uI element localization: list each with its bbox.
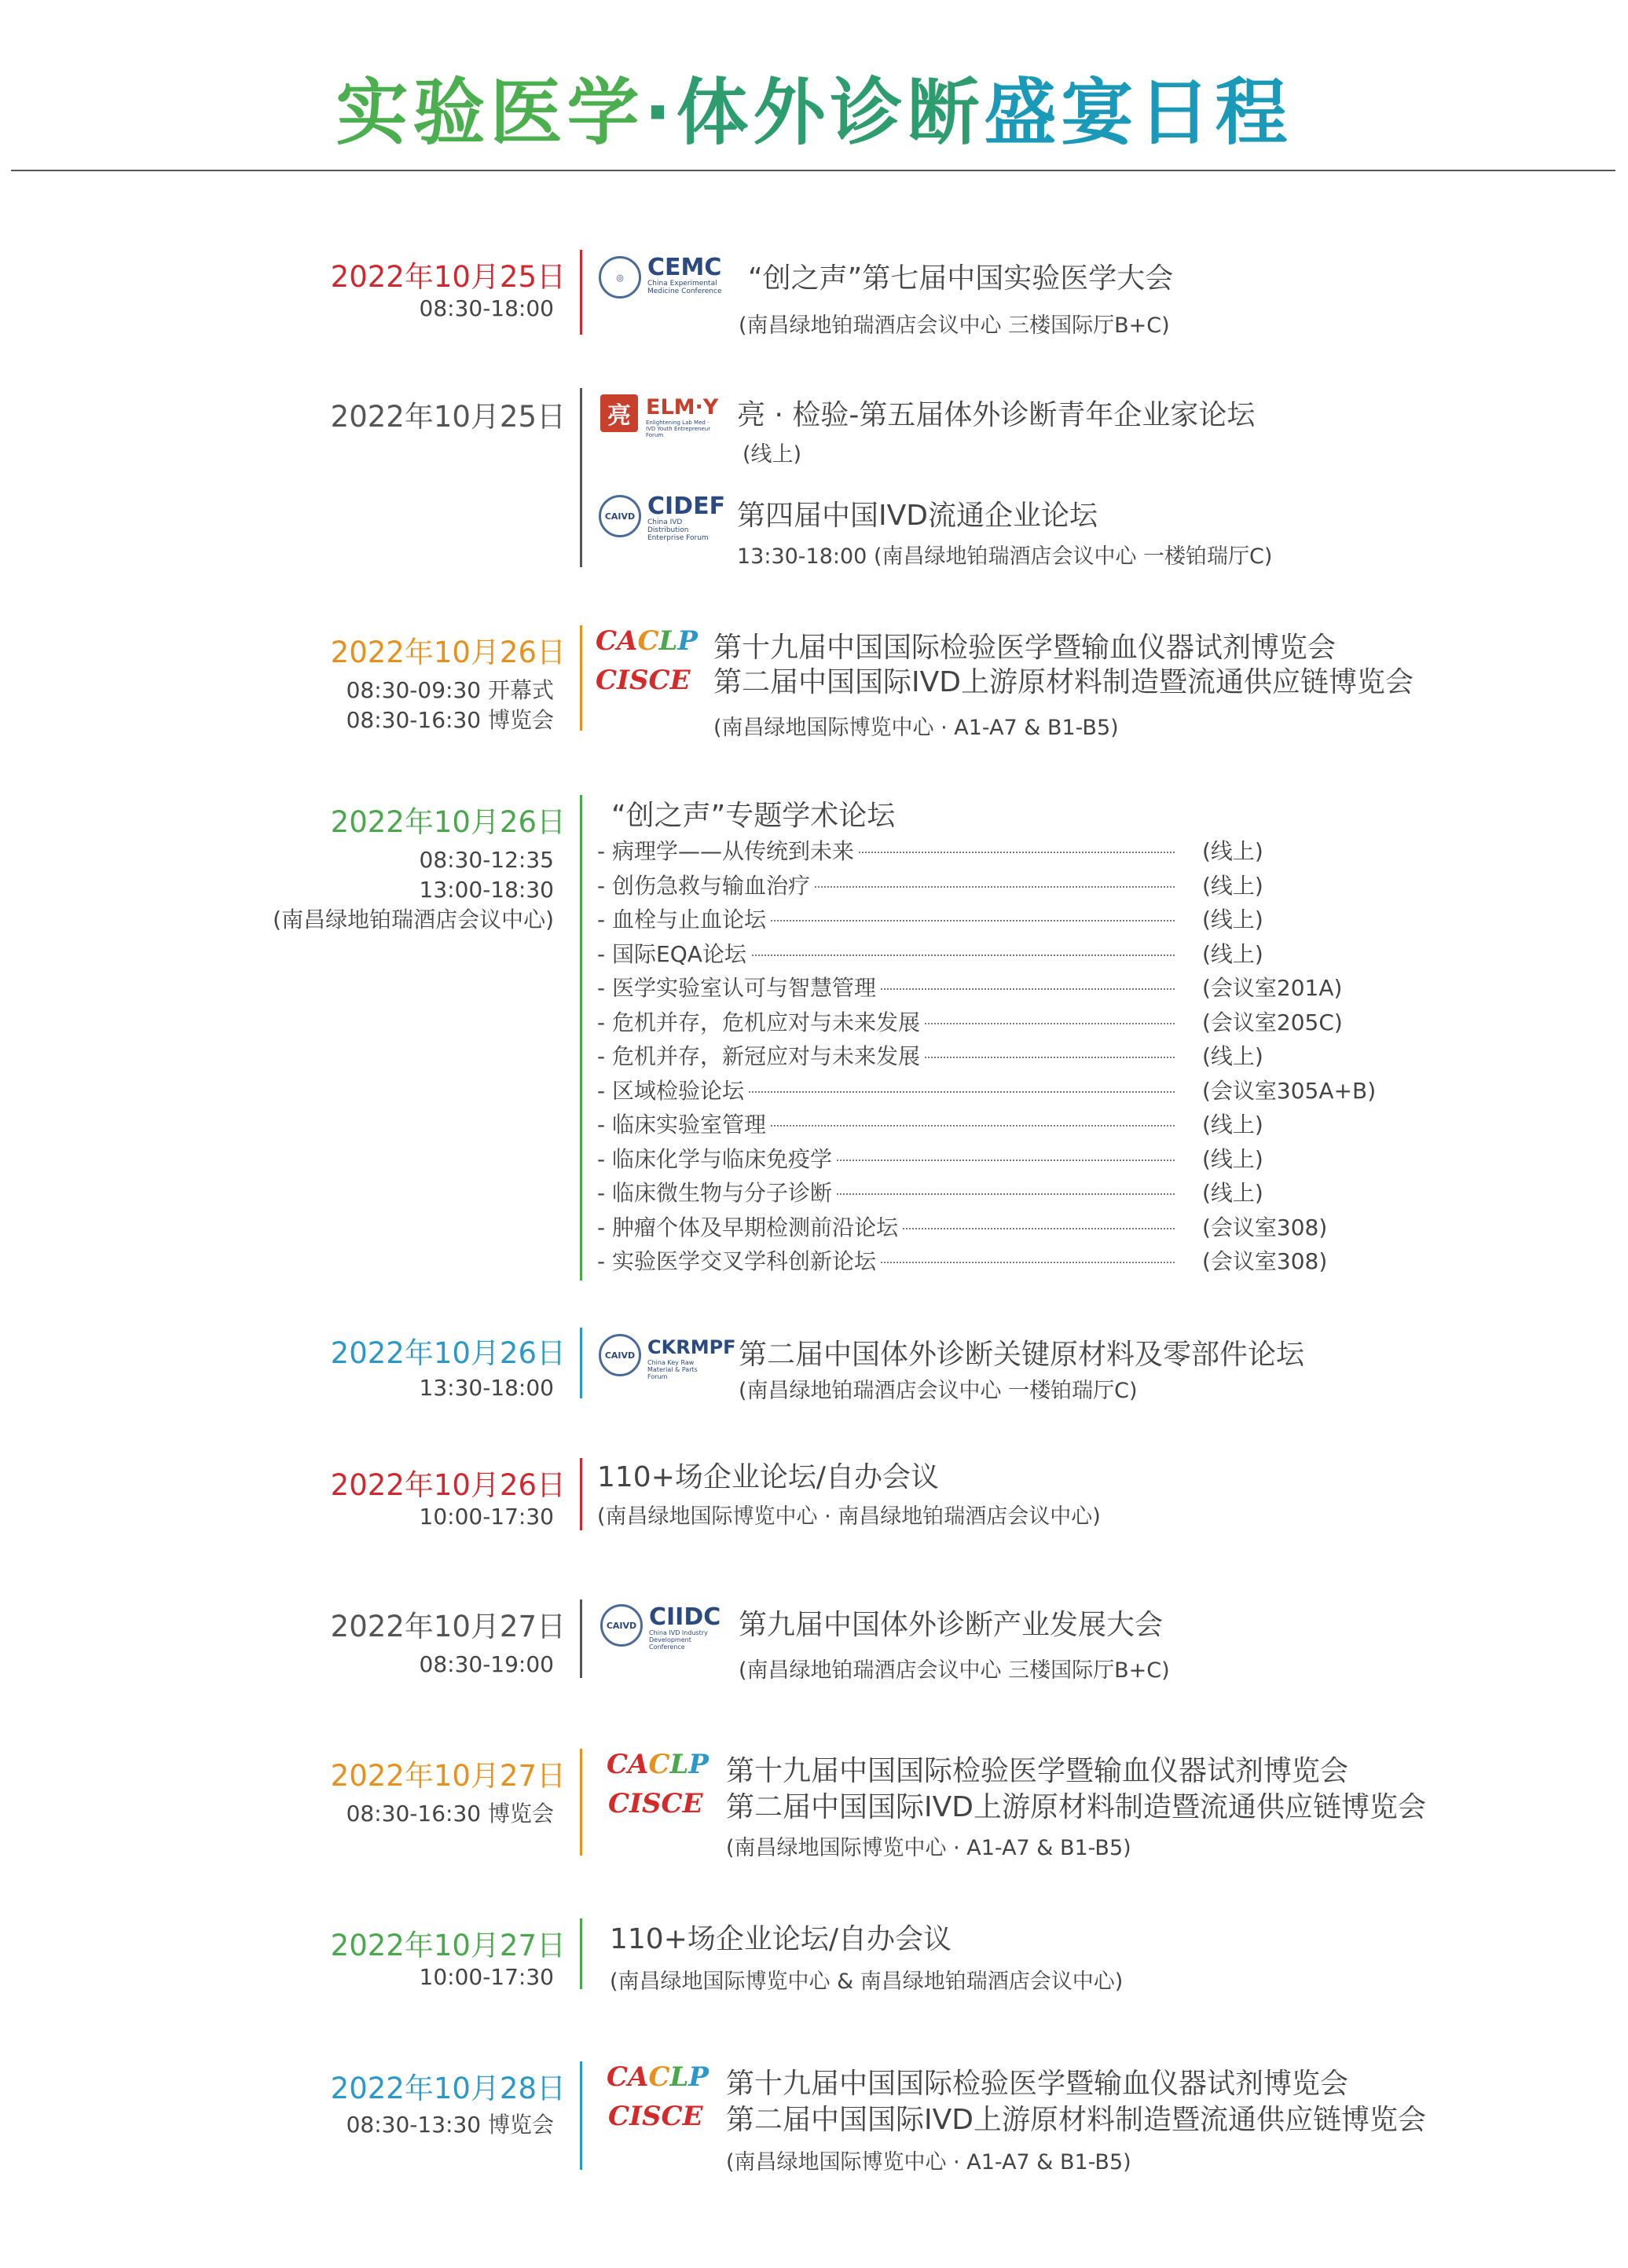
timeline-bar <box>580 1749 582 1856</box>
cidef-logo: CIDEF China IVD Distribution Enterprise Forum <box>647 493 726 542</box>
forum-name: - 病理学——从传统到未来 <box>597 834 859 866</box>
forum-item <box>597 1142 1383 1175</box>
forum-name: - 临床化学与临床免疫学 <box>597 1142 837 1174</box>
forum-location: (线上) <box>1202 1112 1263 1138</box>
forum-name: - 血栓与止血论坛 <box>597 903 771 934</box>
event-time: 08:30-12:35 13:00-18:30 (南昌绿地铂瑞酒店会议中心) <box>273 847 554 932</box>
forum-item <box>597 1211 1383 1244</box>
forum-item <box>597 1039 1383 1072</box>
event-location: (南昌绿地国际博览中心 · A1-A7 & B1-B5) <box>713 716 1119 740</box>
forum-item <box>597 1108 1383 1141</box>
event-title: 第二届中国国际IVD上游原材料制造暨流通供应链博览会 <box>713 666 1414 698</box>
event-date: 2022年10月26日 <box>330 1336 566 1370</box>
event-date: 2022年10月26日 <box>330 636 566 669</box>
caclp-logo: CACLP <box>596 625 698 657</box>
event-location: (线上) <box>742 442 802 467</box>
event-time: 10:00-17:30 <box>419 1504 554 1530</box>
event-time: 08:30-19:00 <box>419 1651 554 1677</box>
event-time: 08:30-16:30 博览会 <box>346 1801 554 1826</box>
event-title: 第二届中国国际IVD上游原材料制造暨流通供应链博览会 <box>726 1791 1426 1823</box>
forum-item <box>597 1176 1383 1209</box>
forum-location: (线上) <box>1202 1180 1263 1206</box>
event-title: 第二届中国体外诊断关键原材料及零部件论坛 <box>739 1339 1305 1371</box>
forum-location: (线上) <box>1202 907 1263 932</box>
forum-item <box>597 903 1383 936</box>
event-date: 2022年10月28日 <box>330 2072 566 2105</box>
event-title: 110+场企业论坛/自办会议 <box>610 1923 952 1955</box>
event-location: (南昌绿地铂瑞酒店会议中心 三楼国际厅B+C) <box>739 1658 1170 1683</box>
title-divider <box>11 170 1615 171</box>
forum-location: (会议室308) <box>1202 1248 1328 1274</box>
event-time: 08:30-13:30 博览会 <box>346 2112 554 2138</box>
event-title: “创之声”第七届中国实验医学大会 <box>748 262 1174 295</box>
timeline-bar <box>580 388 582 567</box>
forum-name: - 临床实验室管理 <box>597 1108 771 1139</box>
forum-name: - 实验医学交叉学科创新论坛 <box>597 1244 881 1276</box>
event-date: 2022年10月27日 <box>330 1759 566 1793</box>
forum-location: (会议室308) <box>1202 1214 1328 1240</box>
elmy-logo-icon: 亮 <box>600 394 638 432</box>
timeline-bar <box>580 2061 582 2170</box>
forum-name: - 国际EQA论坛 <box>597 937 751 969</box>
cisce-logo: CISCE <box>608 2101 703 2132</box>
event-date: 2022年10月25日 <box>330 400 566 434</box>
timeline-bar <box>580 1458 582 1530</box>
forum-name: - 临床微生物与分子诊断 <box>597 1176 837 1207</box>
event-date: 2022年10月27日 <box>330 1929 566 1962</box>
event-title: 亮 · 检验-第五届体外诊断青年企业家论坛 <box>737 399 1256 431</box>
timeline-bar <box>580 250 582 335</box>
cisce-logo: CISCE <box>596 665 691 696</box>
cemc-logo: CEMC China Experimental Medicine Conference <box>647 254 722 295</box>
event-title: 第九届中国体外诊断产业发展大会 <box>739 1609 1164 1641</box>
forum-name: - 区域检验论坛 <box>597 1074 749 1105</box>
forum-location: (线上) <box>1202 872 1263 899</box>
forum-item <box>597 834 1383 867</box>
ciidc-logo-icon: CAIVD <box>600 1604 643 1647</box>
event-location: (南昌绿地铂瑞酒店会议中心 三楼国际厅B+C) <box>739 313 1170 338</box>
event-time: 13:30-18:00 <box>419 1375 554 1401</box>
elmy-logo: ELM·Y Enlightening Lab Med · IVD Youth Entrepreneur Forum <box>646 395 719 438</box>
forum-name: - 医学实验室认可与智慧管理 <box>597 971 881 1002</box>
forum-name: - 肿瘤个体及早期检测前沿论坛 <box>597 1211 903 1242</box>
ckrmpf-logo: CKRMPF China Key Raw Material & Parts Forum <box>647 1336 736 1380</box>
event-time: 08:30-09:30 开幕式 08:30-16:30 博览会 <box>346 677 554 733</box>
event-title: 第十九届中国国际检验医学暨输血仪器试剂博览会 <box>713 632 1336 664</box>
page-title: 实验医学·体外诊断盛宴日程 <box>336 71 1292 155</box>
event-location: 13:30-18:00 (南昌绿地铂瑞酒店会议中心 一楼铂瑞厅C) <box>737 544 1273 569</box>
forum-name: - 危机并存，危机应对与未来发展 <box>597 1006 925 1037</box>
forum-item <box>597 937 1383 970</box>
timeline-bar <box>580 795 582 1281</box>
forum-name: - 危机并存，新冠应对与未来发展 <box>597 1039 925 1071</box>
forum-item <box>597 869 1383 902</box>
event-title: “创之声”专题学术论坛 <box>611 800 896 832</box>
forum-location: (线上) <box>1202 1145 1263 1172</box>
caclp-logo: CACLP <box>607 2061 709 2093</box>
event-title: 第四届中国IVD流通企业论坛 <box>737 500 1098 532</box>
forum-location: (会议室205C) <box>1202 1009 1343 1035</box>
event-date: 2022年10月26日 <box>330 805 566 839</box>
forum-item <box>597 1074 1383 1107</box>
event-location: (南昌绿地国际博览中心 & 南昌绿地铂瑞酒店会议中心) <box>610 1969 1124 1994</box>
forum-location: (会议室305A+B) <box>1202 1077 1377 1104</box>
event-title: 第十九届中国国际检验医学暨输血仪器试剂博览会 <box>726 1755 1349 1787</box>
forum-item <box>597 971 1383 1004</box>
event-location: (南昌绿地国际博览中心 · A1-A7 & B1-B5) <box>726 1836 1131 1860</box>
event-date: 2022年10月26日 <box>330 1468 566 1502</box>
event-title: 第十九届中国国际检验医学暨输血仪器试剂博览会 <box>726 2068 1349 2100</box>
forum-item <box>597 1244 1383 1277</box>
ckrmpf-logo-icon: CAIVD <box>599 1334 641 1376</box>
cisce-logo: CISCE <box>608 1788 703 1819</box>
timeline-bar <box>580 625 582 731</box>
forum-location: (线上) <box>1202 838 1263 864</box>
event-location: (南昌绿地国际博览中心 · 南昌绿地铂瑞酒店会议中心) <box>597 1504 1101 1529</box>
caclp-logo: CACLP <box>607 1749 709 1780</box>
cemc-logo-icon: ◎ <box>599 256 641 299</box>
event-time: 08:30-18:00 <box>419 295 554 321</box>
event-title: 110+场企业论坛/自办会议 <box>597 1461 940 1493</box>
timeline-bar <box>580 1918 582 1989</box>
event-date: 2022年10月27日 <box>330 1610 566 1643</box>
timeline-bar <box>580 1328 582 1398</box>
forum-location: (会议室201A) <box>1202 975 1343 1001</box>
event-location: (南昌绿地铂瑞酒店会议中心 一楼铂瑞厅C) <box>739 1379 1138 1403</box>
event-time: 10:00-17:30 <box>419 1964 554 1990</box>
event-date: 2022年10月25日 <box>330 260 566 294</box>
timeline-bar <box>580 1599 582 1678</box>
forum-name: - 创伤急救与输血治疗 <box>597 869 815 900</box>
event-location: (南昌绿地国际博览中心 · A1-A7 & B1-B5) <box>726 2150 1131 2175</box>
cidef-logo-icon: CAIVD <box>599 495 641 537</box>
forum-item <box>597 1006 1383 1039</box>
event-title: 第二届中国国际IVD上游原材料制造暨流通供应链博览会 <box>726 2104 1426 2136</box>
forum-location: (线上) <box>1202 940 1263 967</box>
forum-location: (线上) <box>1202 1043 1263 1069</box>
ciidc-logo: CIIDC China IVD Industry Development Conference <box>649 1603 721 1651</box>
